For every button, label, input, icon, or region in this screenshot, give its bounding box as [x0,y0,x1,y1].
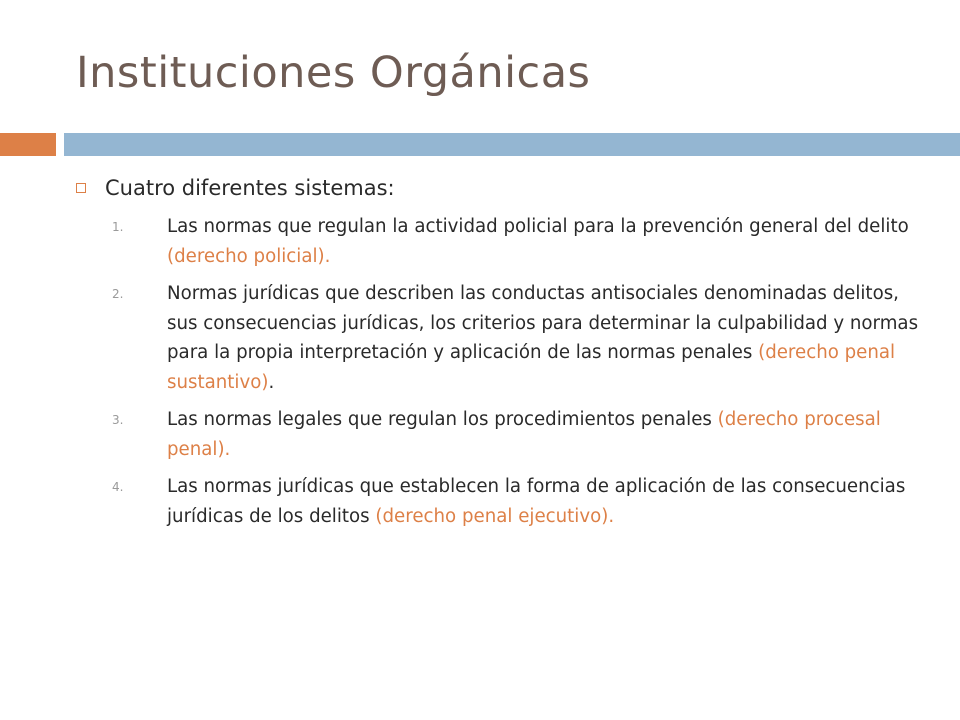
list-item-number: 2. [112,287,124,301]
list-item-text: Las normas legales que regulan los procedimientos penales [167,409,718,430]
list-item-number: 3. [112,413,124,427]
list-item-highlight: (derecho penal sustantivo) [167,342,896,393]
list-item-text: Las normas jurídicas que establecen la forma de aplicación de las consecuencias jurídicas de los delitos [167,476,906,527]
list-item-text: Normas jurídicas que describen las conductas antisociales denominadas delitos, sus consecuencias jurídicas, los criterios para determinar la culpabilidad y normas para la propia interpretación y aplicación de las normas penales [167,283,919,363]
list-item-number: 1. [112,220,124,234]
list-item [72,472,922,531]
header-bar [64,133,960,156]
list-item-text: Las normas que regulan la actividad policial para la prevención general del delito [167,216,909,237]
list-item-after: . [268,371,275,393]
accent-bar [0,133,56,156]
list-item [72,212,922,271]
numbered-list [72,212,922,531]
list-item-highlight: (derecho procesal penal). [167,409,881,460]
square-bullet-icon [76,183,86,193]
list-item-highlight: (derecho policial). [167,245,331,267]
bullet-heading-text: Cuatro diferentes sistemas: [105,176,395,200]
slide-title: Instituciones Orgánicas [76,48,591,98]
list-item [72,405,922,464]
list-item-highlight: (derecho penal ejecutivo). [375,505,615,527]
list-item [72,279,922,397]
bullet-heading [72,170,922,206]
list-item-number: 4. [112,480,124,494]
slide-content [72,170,922,539]
